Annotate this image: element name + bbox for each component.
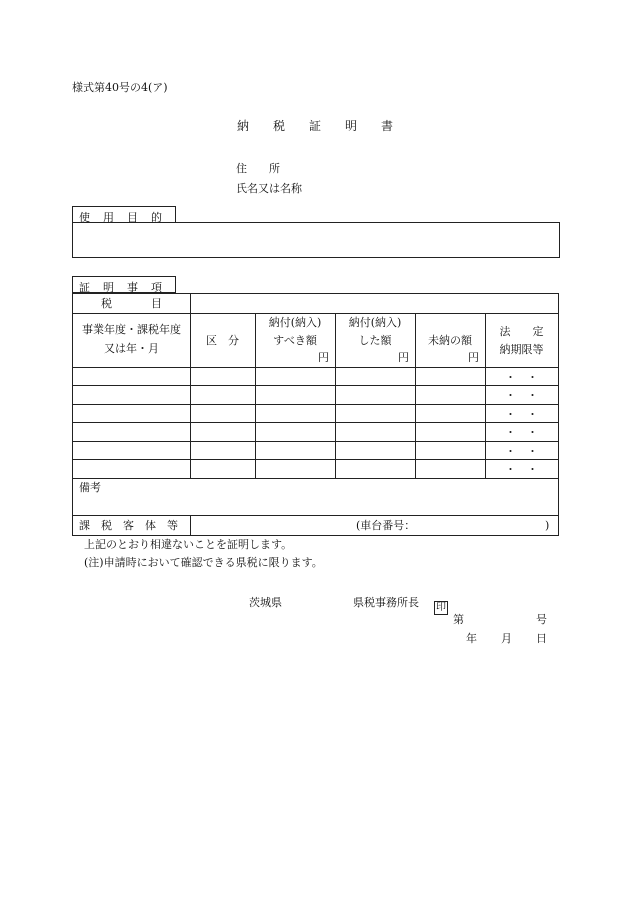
remarks-field[interactable] — [74, 494, 557, 514]
deadline-date-row: ・ ・ — [505, 463, 538, 476]
unpaid-yen-unit: 円 — [468, 351, 479, 364]
deadline-date-row: ・ ・ — [505, 371, 538, 384]
purpose-field[interactable] — [72, 222, 560, 258]
seal-text: 印 — [436, 602, 446, 613]
number-prefix: 第 — [453, 613, 464, 626]
form-number: 様式第40号の4(ア) — [72, 81, 168, 94]
table-line — [73, 478, 558, 479]
vehicle-number-field[interactable] — [423, 517, 538, 533]
issuer-office-head: 県税事務所長 — [353, 596, 419, 609]
table-line — [190, 515, 191, 535]
deadline-date-row: ・ ・ — [505, 389, 538, 402]
issuer-prefecture: 茨城県 — [249, 596, 282, 609]
name-label: 氏名又は名称 — [236, 182, 302, 195]
certification-statement: 上記のとおり相違ないことを証明します。 — [84, 538, 293, 551]
taxable-object-label: 課税客体等 — [79, 519, 189, 532]
table-line — [73, 515, 558, 516]
payable-header-line2: すべき額 — [273, 334, 317, 347]
certification-label-box — [72, 276, 176, 293]
paid-header-line1: 納付(納入) — [348, 316, 402, 329]
note-text: (注)申請時において確認できる県税に限ります。 — [84, 556, 323, 569]
number-suffix: 号 — [536, 613, 547, 626]
address-label: 住 所 — [236, 162, 280, 175]
document-title: 納税証明書 — [237, 119, 418, 133]
purpose-label: 使用目的 — [79, 211, 175, 224]
category-header: 区 分 — [206, 334, 239, 347]
date-month: 月 — [501, 632, 512, 645]
tax-item-field[interactable] — [191, 295, 557, 312]
certification-table — [72, 293, 559, 536]
certification-label: 証明事項 — [79, 281, 175, 294]
date-day: 日 — [536, 632, 547, 645]
seal-stamp — [434, 595, 448, 615]
deadline-date-row: ・ ・ — [505, 426, 538, 439]
deadline-date-row: ・ ・ — [505, 408, 538, 421]
remarks-label: 備考 — [79, 481, 101, 494]
payable-header-line1: 納付(納入) — [268, 316, 322, 329]
date-year: 年 — [466, 632, 477, 645]
period-header-line2: 又は年・月 — [104, 342, 159, 355]
table-line — [190, 294, 191, 478]
deadline-header-line1: 法 定 — [499, 325, 544, 338]
vehicle-number-close: ) — [545, 519, 550, 532]
period-header-line1: 事業年度・課税年度 — [82, 323, 181, 336]
tax-item-label: 税 目 — [101, 297, 176, 310]
deadline-date-row: ・ ・ — [505, 445, 538, 458]
purpose-label-box — [72, 206, 176, 223]
deadline-header-line2: 納期限等 — [499, 343, 544, 356]
unpaid-header: 未納の額 — [428, 334, 472, 347]
vehicle-number-label: (車台番号： — [356, 519, 416, 532]
payable-yen-unit: 円 — [318, 351, 329, 364]
paid-yen-unit: 円 — [398, 351, 409, 364]
paid-header-line2: した額 — [358, 334, 392, 347]
